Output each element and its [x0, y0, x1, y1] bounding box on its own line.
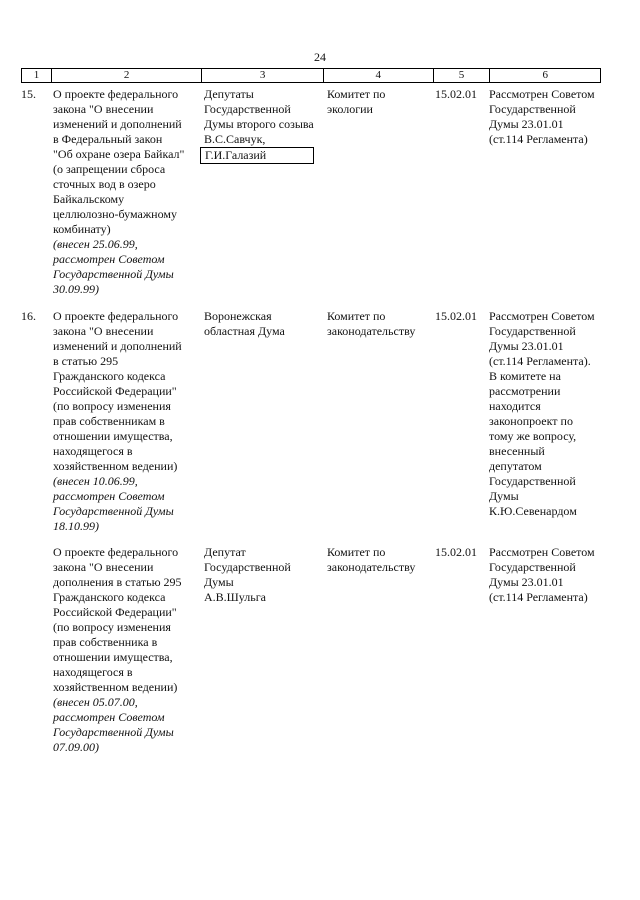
status-line: Думы [489, 489, 519, 503]
status-line: (ст.114 Регламента) [489, 590, 588, 604]
committee-line: Комитет по [327, 87, 386, 101]
status [489, 87, 609, 147]
column-header-1: 1 [22, 69, 52, 82]
status-line: внесенный [489, 444, 545, 458]
status-line: рассмотрении [489, 384, 561, 398]
status-line: Думы 23.01.01 [489, 575, 564, 589]
date: 15.02.01 [435, 309, 477, 323]
author-line: Государственной [204, 560, 291, 574]
bill-note-line: 18.10.99) [53, 519, 99, 533]
bill-title-line: хозяйственном ведении) [53, 680, 178, 694]
bill-title-line: Гражданского кодекса [53, 369, 166, 383]
bill-title-line: изменений и дополнений [53, 117, 182, 131]
column-header-4: 4 [324, 69, 434, 82]
bill-author [204, 309, 326, 339]
column-header-2: 2 [52, 69, 202, 82]
bill-title-line: сточных вод в озеро [53, 177, 156, 191]
committee [327, 87, 431, 117]
author-line: Государственной [204, 102, 291, 116]
bill-note-line: Государственной Думы [53, 725, 174, 739]
status-line: Государственной [489, 102, 576, 116]
author-line: Думы [204, 575, 234, 589]
committee [327, 309, 431, 339]
bill-title-line: дополнения в статью 295 [53, 575, 182, 589]
status-line: Рассмотрен Советом [489, 309, 595, 323]
committee [327, 545, 431, 575]
status-line: находится [489, 399, 541, 413]
bill-title-line: О проекте федерального [53, 87, 179, 101]
date: 15.02.01 [435, 87, 477, 101]
status-line: Государственной [489, 474, 576, 488]
bill-author [204, 545, 326, 605]
status-line: Рассмотрен Советом [489, 545, 595, 559]
bill-note-line: (внесен 25.06.99, [53, 237, 138, 251]
committee-line: Комитет по [327, 309, 386, 323]
bill-note-line: (внесен 10.06.99, [53, 474, 138, 488]
status-line: Думы 23.01.01 [489, 117, 564, 131]
status-line: К.Ю.Севенардом [489, 504, 577, 518]
author-line: Воронежская [204, 309, 272, 323]
bill-note-line: Государственной Думы [53, 267, 174, 281]
bill-title [53, 545, 199, 755]
committee-line: законодательству [327, 324, 416, 338]
status-line: Государственной [489, 324, 576, 338]
bill-title-line: "Об охране озера Байкал" [53, 147, 185, 161]
status-line: В комитете на [489, 369, 561, 383]
bill-title-line: отношении имущества, [53, 429, 173, 443]
status-line: Думы 23.01.01 [489, 339, 564, 353]
bill-title-line: в статью 295 [53, 354, 119, 368]
author-line: Депутат [204, 545, 246, 559]
bill-title-line: Байкальскому [53, 192, 125, 206]
bill-note-line: (внесен 05.07.00, [53, 695, 138, 709]
status-line: депутатом [489, 459, 542, 473]
author-line: Депутаты [204, 87, 254, 101]
bill-title-line: комбинату) [53, 222, 111, 236]
column-header-6: 6 [542, 69, 548, 81]
entry-number: 15. [21, 87, 36, 101]
bill-title-line: О проекте федерального [53, 309, 179, 323]
page-number: 24 [314, 50, 326, 64]
bill-title-line: хозяйственном ведении) [53, 459, 178, 473]
column-header-5: 5 [434, 69, 491, 82]
bill-title-line: Российской Федерации" [53, 384, 177, 398]
status-line: Рассмотрен Советом [489, 87, 595, 101]
author-line: областная Дума [204, 324, 285, 338]
bill-title-line: находящегося в [53, 665, 133, 679]
bill-title-line: прав собственника в [53, 635, 158, 649]
bill-title-line: (по вопросу изменения [53, 620, 171, 634]
bill-title [53, 309, 199, 534]
bill-note-line: 07.09.00) [53, 740, 99, 754]
bill-title-line: закона "О внесении [53, 324, 154, 338]
status-line: (ст.114 Регламента) [489, 132, 588, 146]
entry-number: 16. [21, 309, 36, 323]
bill-title-line: изменений и дополнений [53, 339, 182, 353]
status-line: законопроект по [489, 414, 573, 428]
bill-note-line: рассмотрен Советом [53, 489, 165, 503]
status-line: Государственной [489, 560, 576, 574]
author-line: А.В.Шульга [204, 590, 266, 604]
bill-note-line: 30.09.99) [53, 282, 99, 296]
bill-title-line: целлюлозно-бумажному [53, 207, 177, 221]
bill-title-line: (о запрещении сброса [53, 162, 166, 176]
bill-title-line: отношении имущества, [53, 650, 173, 664]
committee-line: Комитет по [327, 545, 386, 559]
committee-line: законодательству [327, 560, 416, 574]
bill-note-line: рассмотрен Советом [53, 252, 165, 266]
status [489, 309, 609, 519]
bill-title-line: закона "О внесении [53, 560, 154, 574]
status-line: тому же вопросу, [489, 429, 577, 443]
date: 15.02.01 [435, 545, 477, 559]
status [489, 545, 609, 605]
bill-author [204, 87, 326, 164]
bill-title-line: закона "О внесении [53, 102, 154, 116]
bill-note-line: Государственной Думы [53, 504, 174, 518]
bill-title-line: находящегося в [53, 444, 133, 458]
bill-title-line: прав собственникам в [53, 414, 165, 428]
table-header-row [21, 68, 601, 83]
author-line: Думы второго созыва [204, 117, 314, 131]
bill-title-line: (по вопросу изменения [53, 399, 171, 413]
bill-title-line: Гражданского кодекса [53, 590, 166, 604]
bill-title-line: О проекте федерального [53, 545, 179, 559]
column-header-3: 3 [202, 69, 324, 82]
author-line: В.С.Савчук, [204, 132, 266, 146]
status-line: (ст.114 Регламента). [489, 354, 591, 368]
author-boxed-name: Г.И.Галазий [200, 147, 314, 164]
bill-title-line: в Федеральный закон [53, 132, 163, 146]
committee-line: экологии [327, 102, 373, 116]
bill-note-line: рассмотрен Советом [53, 710, 165, 724]
bill-title-line: Российской Федерации" [53, 605, 177, 619]
bill-title [53, 87, 199, 297]
